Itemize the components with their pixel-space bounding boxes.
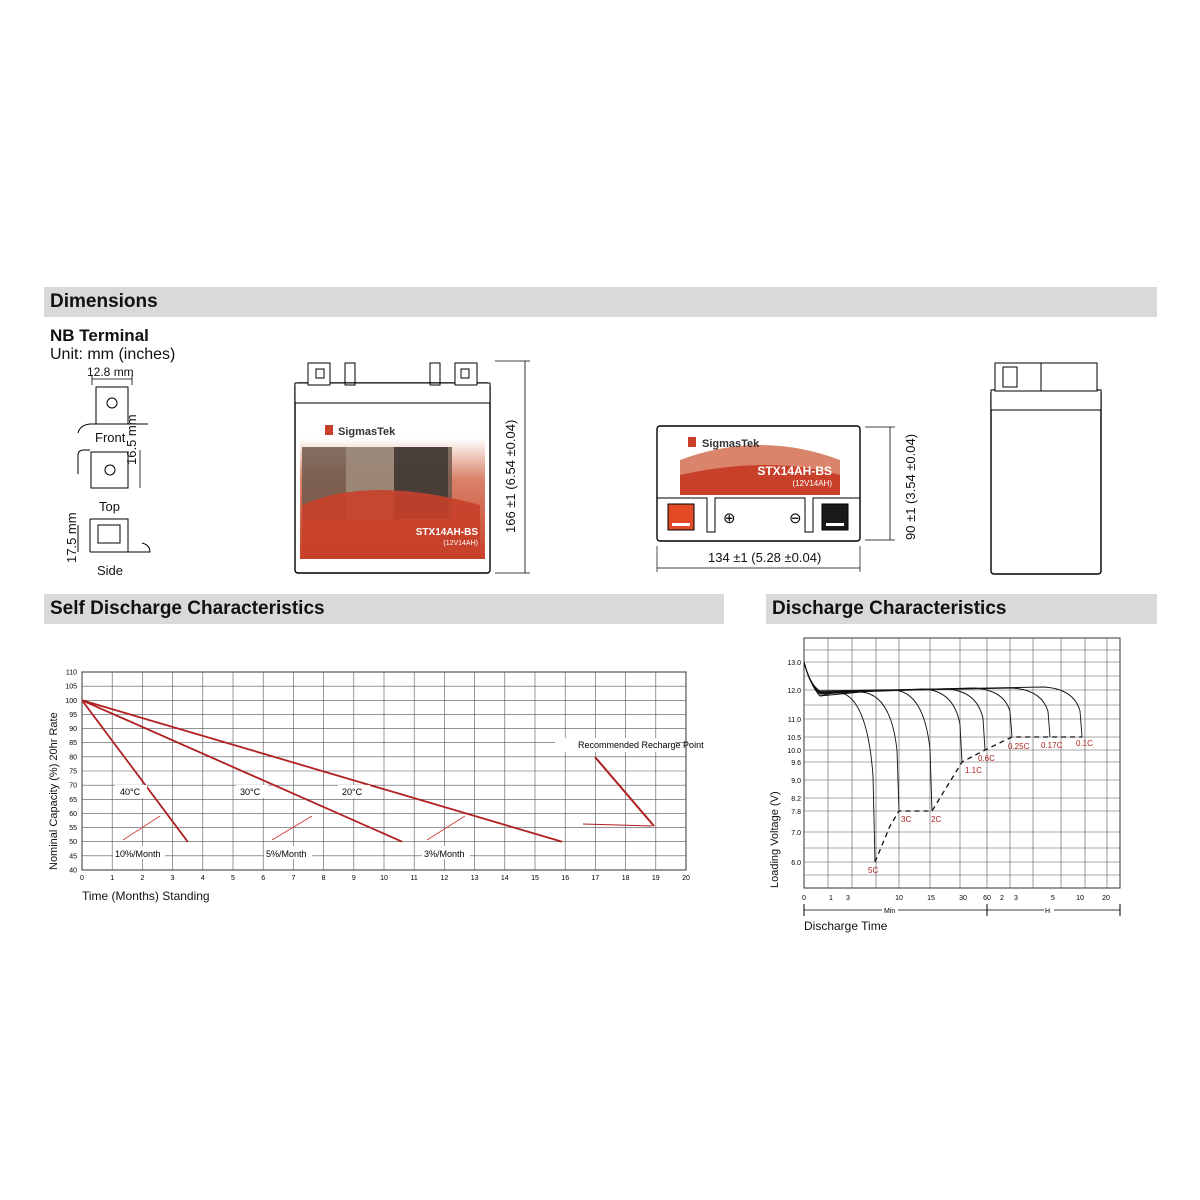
sd-y-tick: 45 bbox=[69, 853, 77, 861]
front-brand-text: SigmasTek bbox=[338, 426, 396, 438]
sd-x-tick: 6 bbox=[261, 875, 266, 882]
sd-x-tick: 9 bbox=[351, 875, 356, 882]
discharge-ylabel: Loading Voltage (V) bbox=[769, 791, 781, 888]
sd-y-tick: 95 bbox=[69, 711, 77, 719]
self-discharge-header bbox=[44, 594, 724, 624]
sd-x-tick: 5 bbox=[231, 875, 235, 882]
sd-y-tick: 40 bbox=[69, 867, 77, 875]
sd-y-tick: 100 bbox=[65, 697, 77, 705]
sd-y-tick: 70 bbox=[69, 782, 77, 790]
sd-x-tick: 15 bbox=[531, 875, 539, 882]
terminal-front-label: Front bbox=[95, 430, 126, 445]
self-discharge-ylabel: Nominal Capacity (%) 20hr Rate bbox=[48, 712, 60, 870]
sd-x-tick: 2 bbox=[140, 875, 145, 882]
dc-curve bbox=[804, 662, 1082, 737]
t20-label: 20°C bbox=[342, 787, 363, 797]
dc-x-tick: 10 bbox=[895, 895, 903, 902]
sd-y-tick: 105 bbox=[65, 683, 77, 691]
dc-y-tick: 9.6 bbox=[791, 760, 801, 767]
rate3-label: 3%/Month bbox=[424, 849, 465, 859]
dc-y-tick: 7.0 bbox=[791, 830, 801, 837]
discharge-xlabel: Discharge Time bbox=[804, 919, 888, 933]
dc-y-tick: 12.0 bbox=[787, 688, 801, 695]
dc-x-tick: 0 bbox=[802, 895, 806, 902]
dc-x-tick: 3 bbox=[846, 895, 850, 902]
discharge-chart bbox=[780, 630, 1140, 920]
dc-x-tick: 2 bbox=[1000, 895, 1004, 902]
dc-x-tick: 3 bbox=[1014, 895, 1018, 902]
sd-y-tick: 85 bbox=[69, 740, 77, 748]
front-model-text: STX14AH-BS bbox=[415, 527, 478, 538]
top-brand-text: SigmasTek bbox=[702, 438, 760, 450]
dc-rate-label: 2C bbox=[931, 815, 942, 824]
dc-rate-label: 1.1C bbox=[965, 766, 982, 775]
rate5-label: 5%/Month bbox=[266, 849, 307, 859]
sd-x-tick: 1 bbox=[110, 875, 115, 882]
dc-x-tick: 60 bbox=[983, 895, 991, 902]
sd-y-tick: 80 bbox=[69, 754, 77, 762]
terminal-side-label: Side bbox=[97, 563, 124, 578]
dc-rate-label: 0.17C bbox=[1041, 741, 1063, 750]
dimensions-title: Dimensions bbox=[50, 291, 158, 312]
sd-x-tick: 4 bbox=[200, 875, 205, 882]
negative-symbol: ⊖ bbox=[789, 510, 802, 527]
dc-rate-label: 3C bbox=[901, 815, 912, 824]
sd-x-tick: 0 bbox=[80, 875, 84, 882]
battery-width-label: 134 ±1 (5.28 ±0.04) bbox=[708, 550, 822, 565]
sd-x-tick: 11 bbox=[410, 875, 418, 882]
min-label: Min bbox=[884, 908, 896, 915]
sd-x-tick: 13 bbox=[470, 875, 479, 882]
dc-x-tick: 1 bbox=[829, 895, 833, 902]
dc-rate-label: 0.25C bbox=[1008, 742, 1030, 751]
sd-x-tick: 17 bbox=[591, 875, 600, 882]
sd-x-tick: 10 bbox=[380, 875, 388, 882]
sd-x-tick: 14 bbox=[500, 875, 509, 882]
dc-y-tick: 11.0 bbox=[787, 717, 801, 724]
top-spec-text: (12V14AH) bbox=[792, 479, 832, 488]
sd-y-tick: 60 bbox=[69, 810, 77, 818]
dc-x-tick: 5 bbox=[1051, 895, 1055, 902]
discharge-header bbox=[766, 594, 1157, 624]
dc-y-tick: 6.0 bbox=[791, 860, 801, 867]
dc-x-tick: 20 bbox=[1102, 895, 1110, 902]
dc-y-tick: 9.0 bbox=[791, 778, 801, 785]
sd-x-tick: 16 bbox=[561, 875, 570, 882]
sd-y-tick: 90 bbox=[69, 726, 77, 734]
rate10-label: 10%/Month bbox=[115, 849, 161, 859]
terminal-top-label: Top bbox=[99, 499, 120, 514]
sd-x-tick: 3 bbox=[170, 875, 175, 882]
positive-symbol: ⊕ bbox=[723, 510, 736, 527]
sd-y-tick: 55 bbox=[69, 825, 77, 833]
sd-x-tick: 20 bbox=[682, 875, 690, 882]
sd-y-tick: 110 bbox=[65, 669, 77, 677]
dc-y-tick: 8.2 bbox=[791, 796, 801, 803]
recharge-point-label: Recommended Recharge Point bbox=[578, 740, 704, 750]
t40-label: 40°C bbox=[120, 787, 141, 797]
dc-y-tick: 13.0 bbox=[787, 660, 801, 667]
sd-x-tick: 7 bbox=[291, 875, 296, 882]
dc-curve bbox=[804, 662, 1050, 737]
top-model-text: STX14AH-BS bbox=[757, 464, 832, 478]
battery-depth-label: 90 ±1 (3.54 ±0.04) bbox=[903, 433, 918, 540]
dc-rate-label: 5C bbox=[868, 866, 879, 875]
sd-x-tick: 19 bbox=[651, 875, 660, 882]
sd-x-tick: 8 bbox=[321, 875, 326, 882]
sd-y-tick: 50 bbox=[69, 839, 77, 847]
self-discharge-chart bbox=[40, 660, 720, 920]
dc-y-tick: 10.0 bbox=[787, 748, 801, 755]
dc-curve bbox=[804, 662, 899, 811]
dc-y-tick: 7.8 bbox=[791, 809, 801, 816]
terminal-top-height-label: 16.5 mm bbox=[124, 414, 139, 465]
dc-x-tick: 15 bbox=[927, 895, 935, 902]
dimensions-header bbox=[44, 287, 1157, 317]
battery-side-view bbox=[985, 355, 1105, 580]
sd-x-tick: 18 bbox=[621, 875, 630, 882]
dc-x-tick: 10 bbox=[1076, 895, 1084, 902]
terminal-width-label: 12.8 mm bbox=[87, 365, 134, 379]
terminal-title: NB Terminal bbox=[50, 326, 149, 345]
dc-rate-label: 0.1C bbox=[1076, 739, 1093, 748]
sd-y-tick: 65 bbox=[69, 796, 77, 804]
dc-curve bbox=[804, 662, 1012, 737]
discharge-title: Discharge Characteristics bbox=[772, 598, 1007, 619]
battery-height-label: 166 ±1 (6.54 ±0.04) bbox=[503, 419, 518, 533]
dc-y-tick: 10.5 bbox=[787, 735, 801, 742]
unit-label: Unit: mm (inches) bbox=[50, 346, 176, 363]
self-discharge-xlabel: Time (Months) Standing bbox=[82, 889, 210, 903]
sd-y-tick: 75 bbox=[69, 768, 77, 776]
terminal-side-height-label: 17.5 mm bbox=[64, 512, 79, 563]
t30-label: 30°C bbox=[240, 787, 261, 797]
h-label: H bbox=[1045, 908, 1051, 915]
self-discharge-title: Self Discharge Characteristics bbox=[50, 598, 325, 619]
front-spec-text: (12V14AH) bbox=[443, 540, 478, 547]
dc-x-tick: 30 bbox=[959, 895, 967, 902]
dc-rate-label: 0.6C bbox=[978, 754, 995, 763]
sd-x-tick: 12 bbox=[440, 875, 449, 882]
